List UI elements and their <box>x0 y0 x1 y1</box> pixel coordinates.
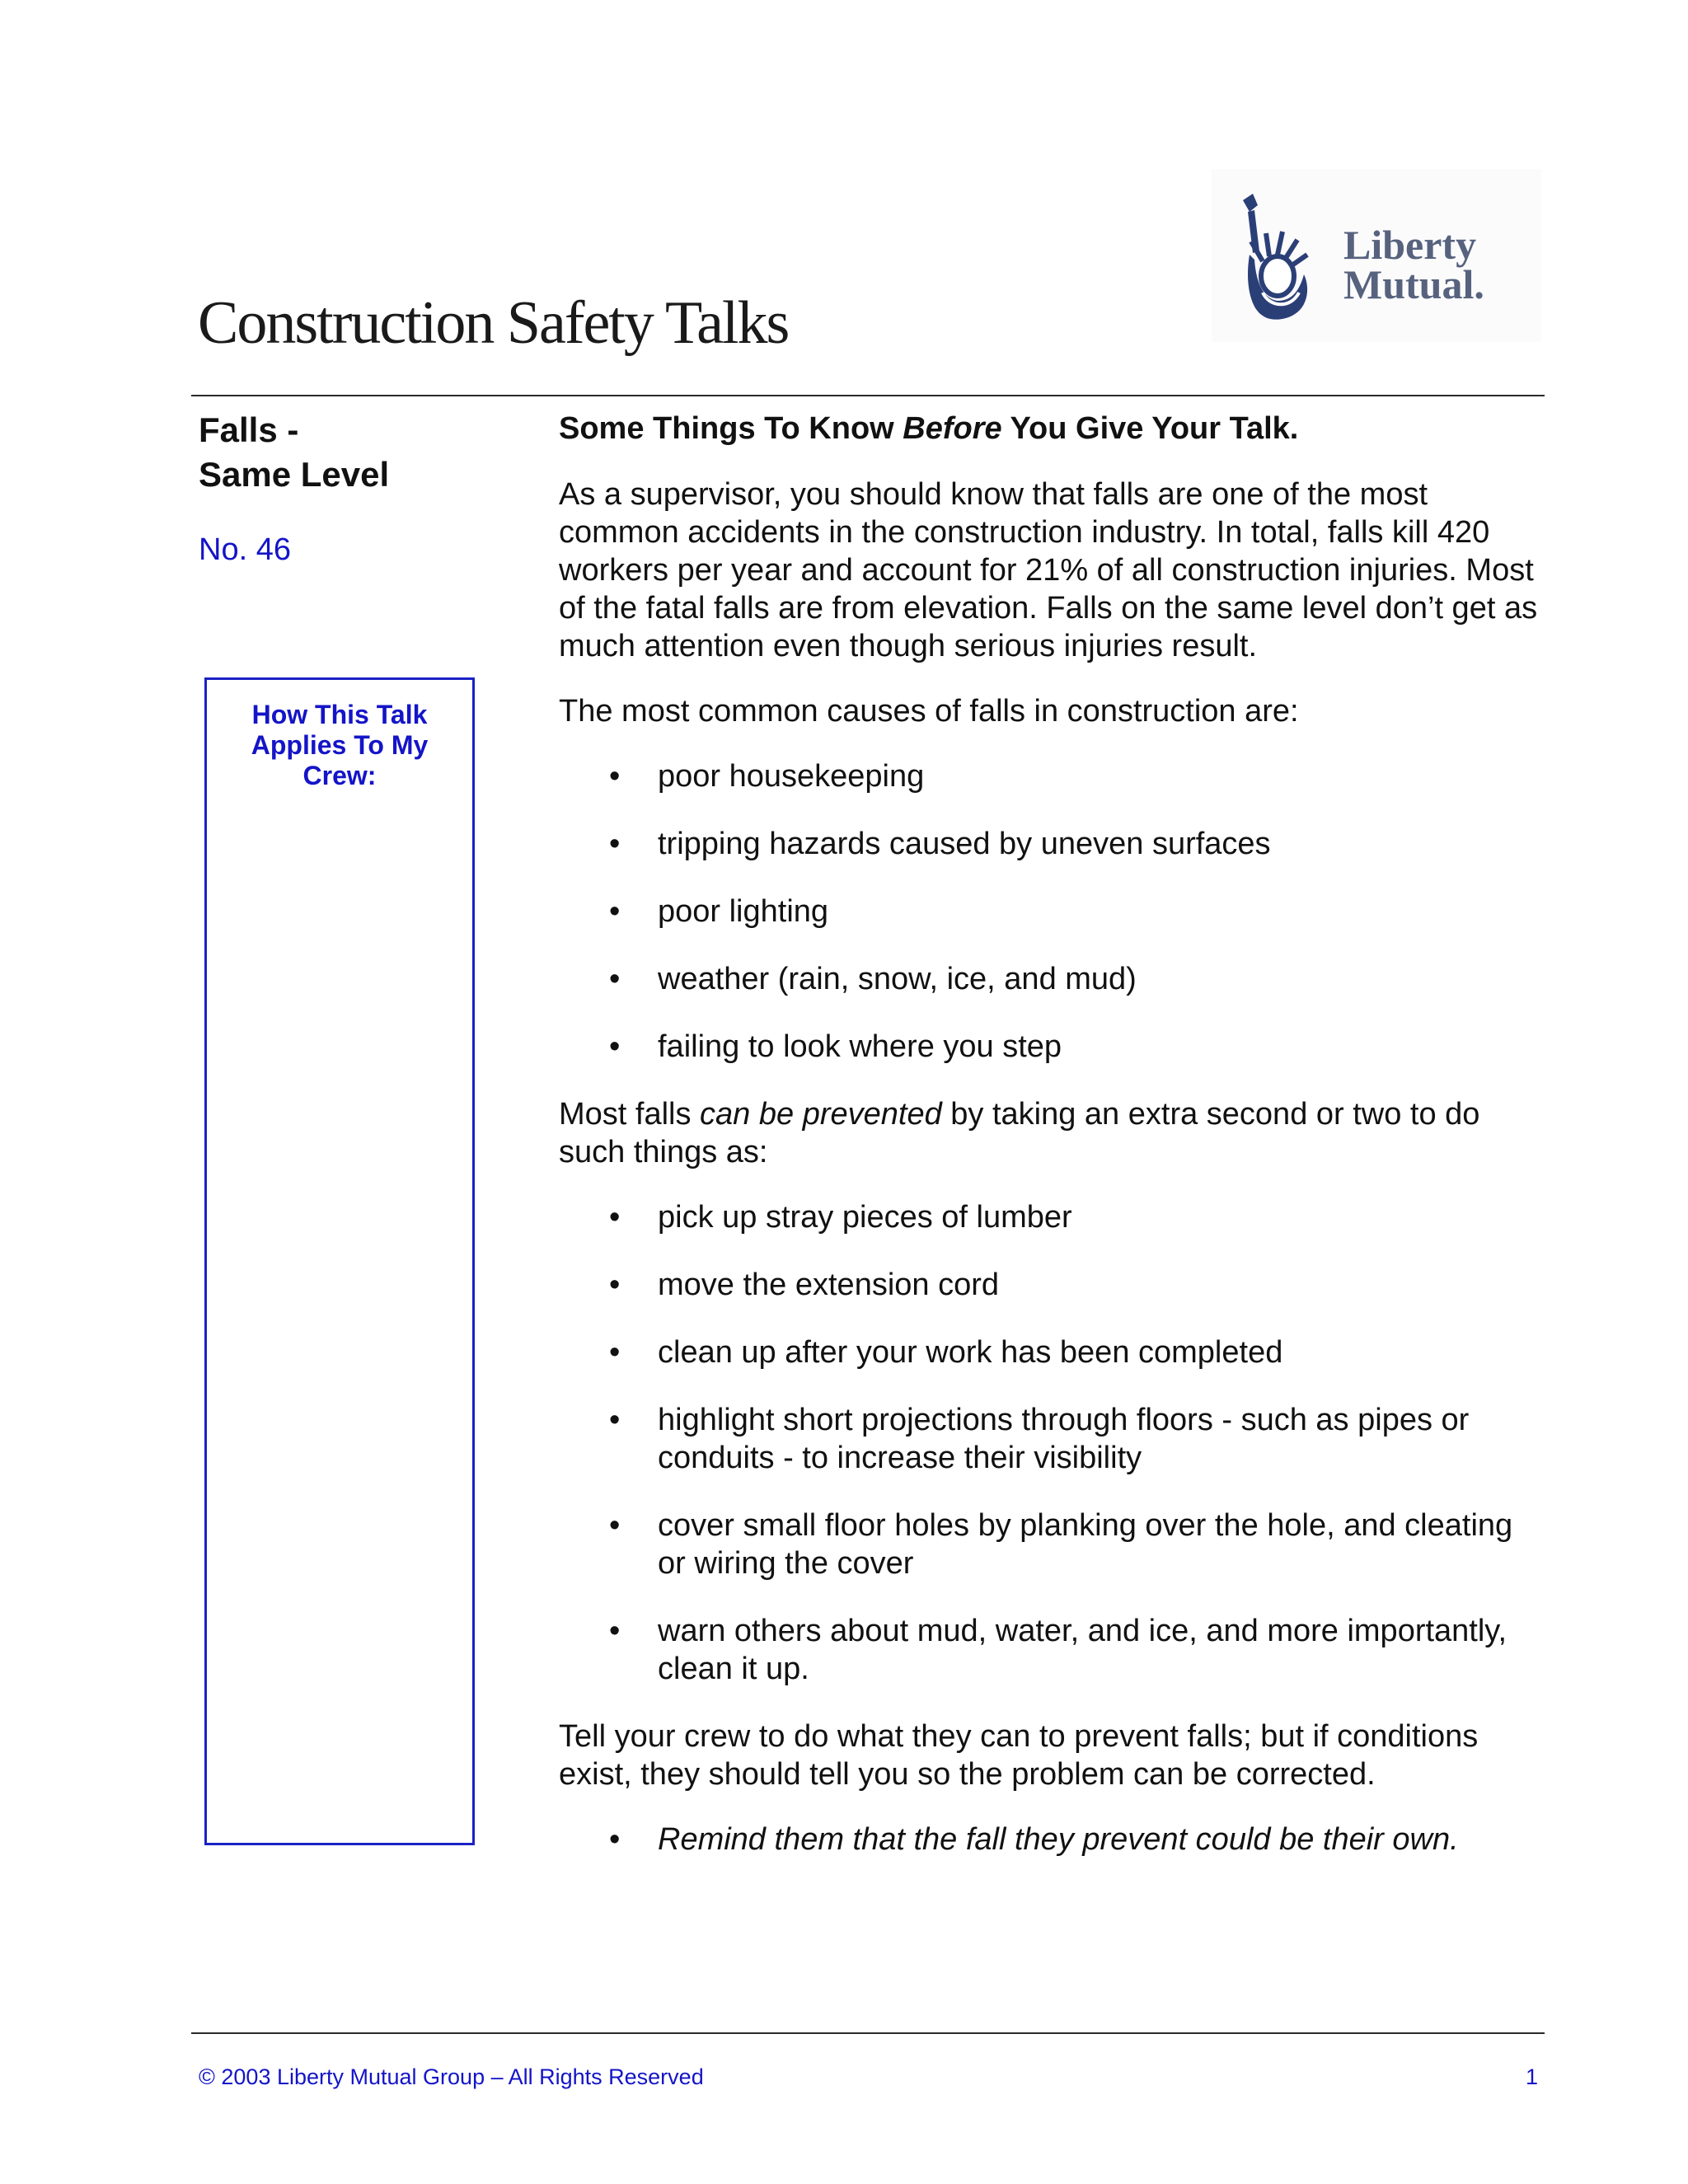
page-number: 1 <box>1525 2064 1538 2089</box>
list-item <box>559 825 1548 863</box>
heading-part1: Some Things To Know <box>559 411 903 446</box>
prevention-part1: Most falls <box>559 1097 701 1132</box>
logo-text-line2: Mutual. <box>1343 261 1484 307</box>
list-item <box>559 1028 1548 1066</box>
liberty-mutual-logo <box>1212 169 1541 342</box>
copyright-notice: © 2003 Liberty Mutual Group – All Rights Reserved <box>199 2064 704 2089</box>
bullet-icon: • <box>609 1614 621 1648</box>
bullet-icon: • <box>609 827 621 861</box>
footer-divider <box>191 2032 1545 2034</box>
bullet-icon: • <box>609 894 621 929</box>
list-item-text: failing to look where you step <box>658 1029 1062 1064</box>
list-item <box>559 1333 1548 1371</box>
header-divider <box>191 395 1545 396</box>
list-item-text: highlight short projections through floors - such as pipes or conduits - to increase their visibility <box>658 1403 1470 1475</box>
prevention-part2: by taking an extra second or two to do such things as: <box>559 1097 1480 1169</box>
list-item <box>559 1612 1548 1688</box>
bullet-icon: • <box>609 962 621 996</box>
list-item-text: pick up stray pieces of lumber <box>658 1200 1072 1235</box>
list-item-text: warn others about mud, water, and ice, and more importantly, clean it up. <box>658 1614 1507 1686</box>
list-item <box>559 893 1548 930</box>
page-title: Construction Safety Talks <box>198 289 789 357</box>
bullet-icon: • <box>609 1508 621 1543</box>
prevention-emphasis: can be prevented <box>700 1097 942 1132</box>
list-item <box>559 757 1548 795</box>
list-item-text: cover small floor holes by planking over the hole, and cleating or wiring the cover <box>658 1508 1513 1581</box>
prevention-intro <box>559 1095 1548 1171</box>
list-item-text: poor lighting <box>658 894 829 929</box>
list-item <box>559 1821 1548 1858</box>
bullet-icon: • <box>609 1822 621 1857</box>
actions-list <box>559 1198 1548 1688</box>
list-item <box>559 960 1548 998</box>
causes-intro: The most common causes of falls in construction are: <box>559 694 1299 729</box>
closing-paragraph: Tell your crew to do what they can to prevent falls; but if conditions exist, they should tell you so the problem can be corrected. <box>559 1719 1479 1792</box>
crew-box-label: How This Talk Applies To My Crew: <box>251 700 429 790</box>
list-item <box>559 1198 1548 1236</box>
statue-of-liberty-icon <box>1212 169 1343 342</box>
bullet-icon: • <box>609 1335 621 1370</box>
bullet-icon: • <box>609 1268 621 1302</box>
list-item-text: tripping hazards caused by uneven surfaces <box>658 827 1271 861</box>
topic-title-line2: Same Level <box>199 455 390 494</box>
intro-paragraph: As a supervisor, you should know that falls are one of the most common accidents in the construction industry. In total, falls kill 420 workers per year and account for 21% of all construction injuries. Most of the fatal falls are from elevation. Falls on the same level don’t get as much attention even though serious injuries result. <box>559 477 1538 663</box>
list-item-text: weather (rain, snow, ice, and mud) <box>658 962 1137 996</box>
reminder-list <box>559 1821 1548 1858</box>
bullet-icon: • <box>609 1403 621 1437</box>
heading-emphasis: Before <box>903 411 1002 446</box>
sidebar <box>199 408 495 568</box>
section-heading <box>559 410 1548 448</box>
reminder-text: Remind them that the fall they prevent could be their own. <box>658 1822 1459 1857</box>
bullet-icon: • <box>609 759 621 794</box>
logo-text-line1: Liberty <box>1343 222 1477 268</box>
heading-part2: You Give Your Talk. <box>1001 411 1299 446</box>
list-item-text: move the extension cord <box>658 1268 1000 1302</box>
list-item-text: poor housekeeping <box>658 759 925 794</box>
crew-notes-box <box>204 677 475 1845</box>
list-item-text: clean up after your work has been completed <box>658 1335 1283 1370</box>
causes-list <box>559 757 1548 1066</box>
bullet-icon: • <box>609 1200 621 1235</box>
list-item <box>559 1507 1548 1582</box>
talk-number: No. 46 <box>199 532 291 567</box>
main-content <box>559 410 1548 1888</box>
bullet-icon: • <box>609 1029 621 1064</box>
list-item <box>559 1401 1548 1477</box>
topic-title-line1: Falls - <box>199 410 299 449</box>
list-item <box>559 1266 1548 1304</box>
